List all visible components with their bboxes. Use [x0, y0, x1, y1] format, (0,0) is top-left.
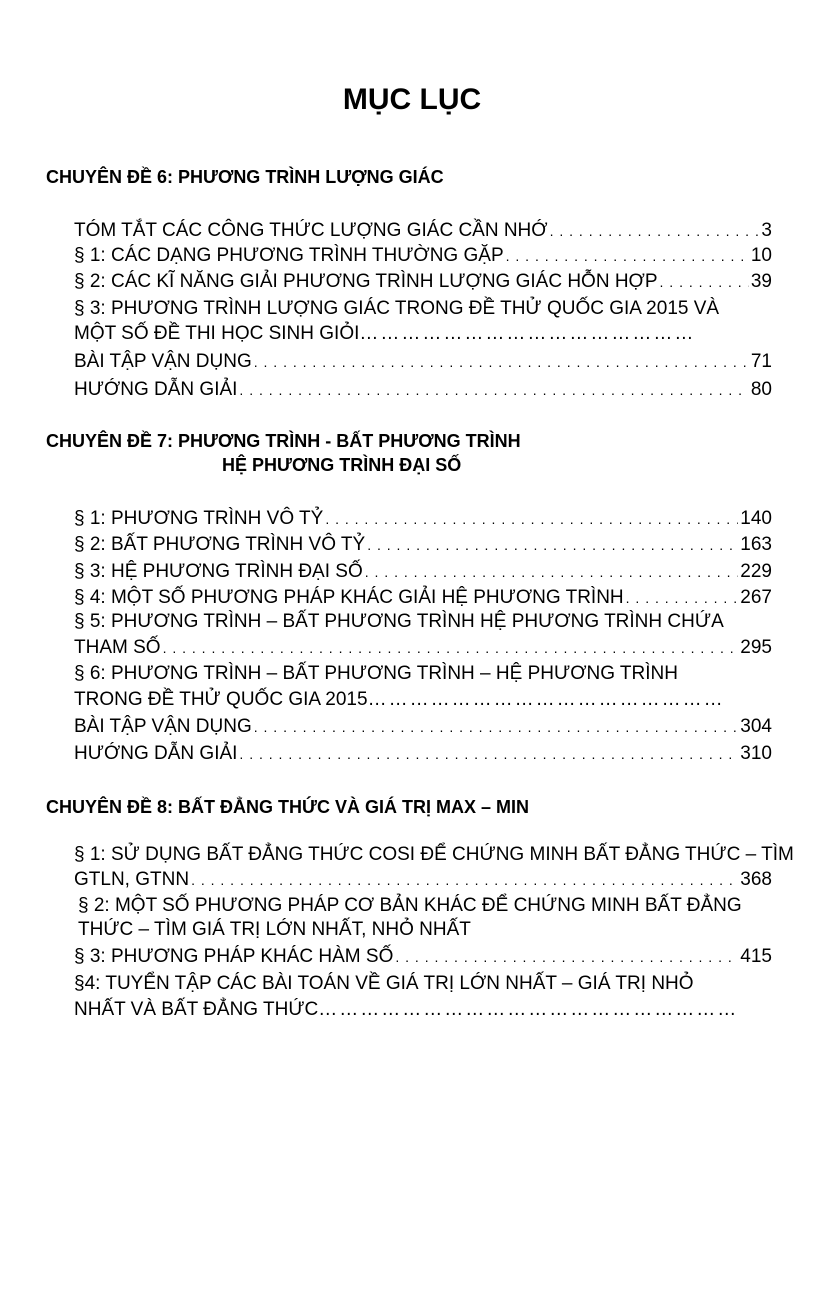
toc-entry[interactable] — [74, 662, 772, 712]
page-number: 368 — [740, 869, 772, 890]
chapter-heading: CHUYÊN ĐỀ 8: BẤT ĐẲNG THỨC VÀ GIÁ TRỊ MAX – MIN — [46, 797, 529, 817]
toc-entry[interactable] — [74, 507, 772, 531]
page-number: 71 — [750, 351, 772, 372]
page-number: 163 — [740, 534, 772, 555]
leader-dots — [395, 945, 738, 969]
page-title: MỤC LỤC — [342, 83, 482, 116]
chapter-subheading: HỆ PHƯƠNG TRÌNH ĐẠI SỐ — [222, 455, 462, 475]
page-number: 80 — [750, 379, 772, 400]
entry-label-cont: THAM SỐ — [74, 637, 161, 658]
entry-label: HƯỚNG DẪN GIẢI — [74, 743, 238, 764]
entry-label-cont: MỘT SỐ ĐỀ THI HỌC SINH GIỎI — [74, 323, 360, 344]
leader-dots: …………………………………………… — [367, 689, 725, 710]
entry-label-cont: NHẤT VÀ BẤT ĐẲNG THỨC — [74, 999, 319, 1020]
toc-entry[interactable] — [74, 972, 772, 1022]
toc-entry[interactable] — [74, 244, 772, 268]
toc-entry[interactable] — [74, 610, 772, 660]
toc-entry[interactable] — [74, 219, 772, 243]
page-number: 10 — [750, 245, 772, 266]
page-number: 39 — [750, 271, 772, 292]
entry-label: § 1: SỬ DỤNG BẤT ĐẲNG THỨC COSI ĐỂ CHỨNG MINH BẤT ĐẲNG THỨC – TÌM — [74, 844, 794, 865]
entry-label: § 3: PHƯƠNG PHÁP KHÁC HÀM SỐ — [74, 946, 394, 967]
entry-label-cont: THỨC – TÌM GIÁ TRỊ LỚN NHẤT, NHỎ NHẤT — [78, 919, 471, 940]
toc-entry[interactable] — [74, 715, 772, 739]
page-number: 229 — [740, 561, 772, 582]
leader-dots — [550, 219, 760, 243]
entry-label: HƯỚNG DẪN GIẢI — [74, 379, 238, 400]
leader-dots — [367, 533, 738, 557]
page-number: 310 — [740, 743, 772, 764]
entry-label: § 3: HỆ PHƯƠNG TRÌNH ĐẠI SỐ — [74, 561, 363, 582]
toc-entry[interactable] — [74, 378, 772, 402]
entry-label: TÓM TẮT CÁC CÔNG THỨC LƯỢNG GIÁC CẦN NHỚ — [74, 220, 548, 241]
entry-label: § 4: MỘT SỐ PHƯƠNG PHÁP KHÁC GIẢI HỆ PHƯƠNG TRÌNH — [74, 587, 624, 608]
leader-dots — [239, 378, 748, 402]
page-number: 295 — [740, 637, 772, 658]
leader-dots — [163, 636, 739, 660]
leader-dots — [325, 507, 738, 531]
entry-label: § 5: PHƯƠNG TRÌNH – BẤT PHƯƠNG TRÌNH HỆ PHƯƠNG TRÌNH CHỨA — [74, 611, 724, 632]
entry-label: § 2: BẤT PHƯƠNG TRÌNH VÔ TỶ — [74, 534, 366, 555]
toc-entry[interactable] — [74, 270, 772, 294]
entry-label: § 6: PHƯƠNG TRÌNH – BẤT PHƯƠNG TRÌNH – HỆ PHƯƠNG TRÌNH — [74, 663, 678, 684]
leader-dots — [191, 868, 738, 892]
entry-label: § 1: PHƯƠNG TRÌNH VÔ TỶ — [74, 508, 324, 529]
toc-entry[interactable] — [74, 843, 794, 892]
leader-dots — [365, 560, 739, 584]
entry-label: BÀI TẬP VẬN DỤNG — [74, 351, 252, 372]
toc-entry[interactable] — [74, 533, 772, 557]
page-number: 267 — [740, 587, 772, 608]
leader-dots — [239, 742, 738, 766]
toc-entry[interactable] — [74, 586, 772, 610]
page-number: 304 — [740, 716, 772, 737]
toc-entry[interactable] — [74, 742, 772, 766]
leader-dots — [626, 586, 739, 610]
entry-label: BÀI TẬP VẬN DỤNG — [74, 716, 252, 737]
leader-dots — [254, 350, 749, 374]
toc-entry[interactable] — [74, 350, 772, 374]
page-number: 140 — [740, 508, 772, 529]
entry-label: § 2: CÁC KĨ NĂNG GIẢI PHƯƠNG TRÌNH LƯỢNG GIÁC HỖN HỢP — [74, 271, 658, 292]
page-number: 415 — [740, 946, 772, 967]
toc-entry[interactable] — [74, 297, 772, 346]
toc-entry[interactable] — [74, 945, 772, 969]
entry-label-cont: GTLN, GTNN — [74, 869, 190, 890]
chapter-heading: CHUYÊN ĐỀ 7: PHƯƠNG TRÌNH - BẤT PHƯƠNG TRÌNH — [46, 431, 521, 451]
leader-dots — [254, 715, 739, 739]
toc-entry[interactable] — [74, 560, 772, 584]
page-number: 3 — [761, 220, 772, 241]
entry-label: §4: TUYỂN TẬP CÁC BÀI TOÁN VỀ GIÁ TRỊ LỚN NHẤT – GIÁ TRỊ NHỎ — [74, 973, 694, 994]
leader-dots: ………………………………………… — [359, 323, 696, 344]
leader-dots — [660, 270, 749, 294]
toc-entry[interactable] — [78, 894, 776, 942]
leader-dots: …………………………………………………… — [318, 999, 739, 1020]
leader-dots — [506, 244, 749, 268]
entry-label: § 1: CÁC DẠNG PHƯƠNG TRÌNH THƯỜNG GẶP — [74, 245, 504, 266]
entry-label: § 3: PHƯƠNG TRÌNH LƯỢNG GIÁC TRONG ĐỀ THỬ QUỐC GIA 2015 VÀ — [74, 298, 720, 319]
chapter-heading: CHUYÊN ĐỀ 6: PHƯƠNG TRÌNH LƯỢNG GIÁC — [46, 167, 444, 187]
entry-label: § 2: MỘT SỐ PHƯƠNG PHÁP CƠ BẢN KHÁC ĐỂ CHỨNG MINH BẤT ĐẲNG — [78, 895, 742, 916]
entry-label-cont: TRONG ĐỀ THỬ QUỐC GIA 2015 — [74, 689, 368, 710]
